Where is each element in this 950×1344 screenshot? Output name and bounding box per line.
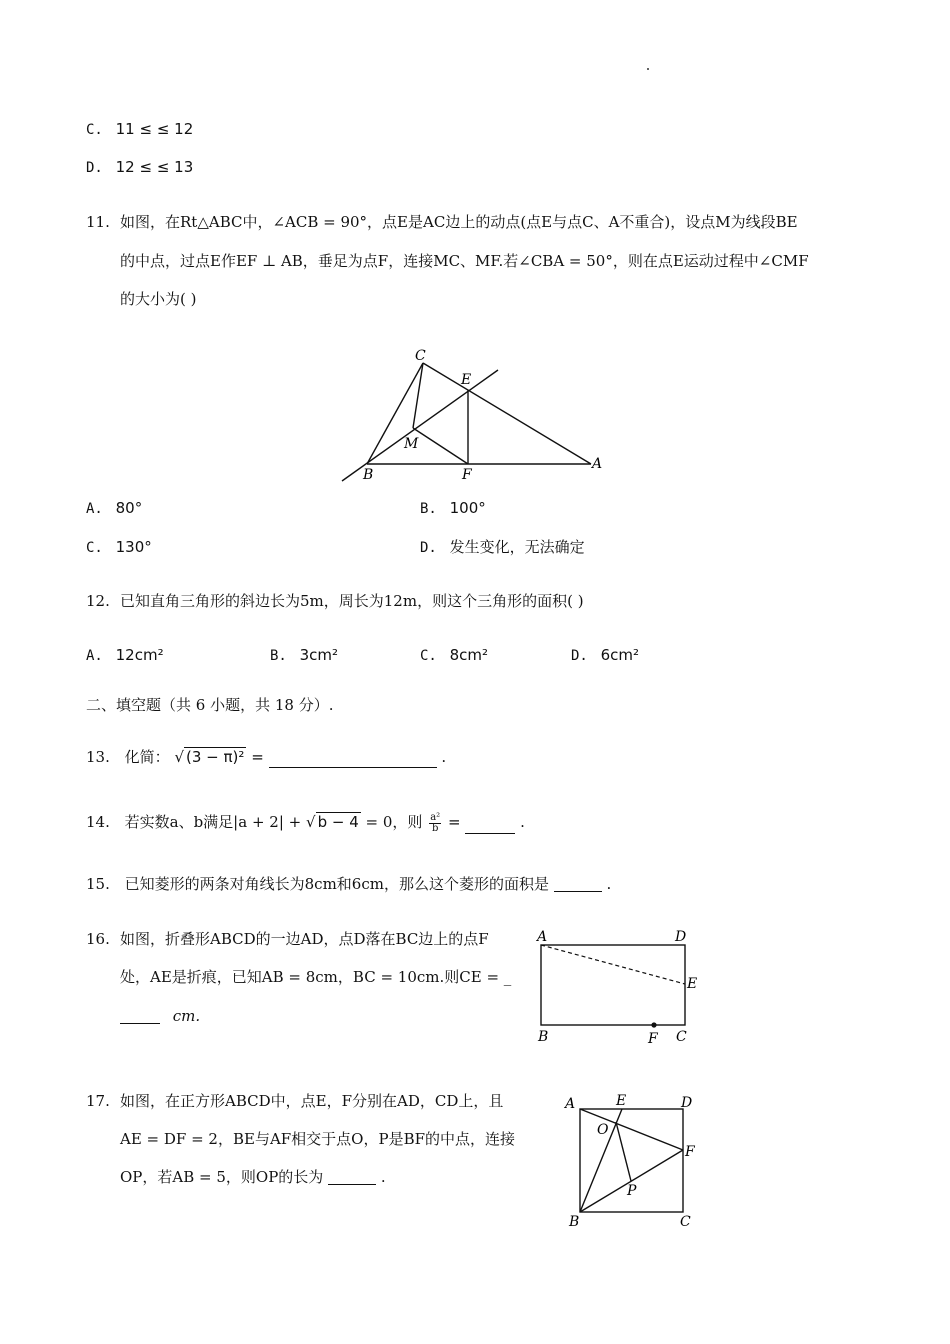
q11-option-b: B. 100° bbox=[420, 499, 486, 517]
q17-answer-blank[interactable] bbox=[328, 1170, 376, 1185]
q16-line3: cm. bbox=[120, 1009, 200, 1024]
q11-figure bbox=[330, 340, 620, 490]
q15-answer-blank[interactable] bbox=[554, 877, 602, 892]
q14-fraction: $\frac{\text{a²}}{b}$ bbox=[430, 811, 441, 834]
q11-line1: 如图，在Rt△ABC中，∠ACB = 90°，点E是AC边上的动点(点E与点C、A不重合)，设点M为线段BE bbox=[120, 213, 798, 231]
q16-figure bbox=[528, 925, 708, 1050]
q17-label-f: F bbox=[685, 1144, 695, 1160]
q17-label-a: A bbox=[565, 1096, 576, 1112]
q17-label-o: O bbox=[597, 1122, 609, 1138]
q13-answer-blank[interactable] bbox=[269, 753, 437, 768]
q14: 14. 若实数a、b满足|a + 2| + √ b − 4 = 0，则 $\frac{\text{a²}}{b}$ = . bbox=[86, 811, 525, 834]
q13: 13. 化简： √ (3 − π)² = . bbox=[86, 748, 447, 766]
q17-label-d: D bbox=[681, 1095, 693, 1111]
q16-label-f: F bbox=[648, 1031, 658, 1047]
q17-number: 17. bbox=[86, 1092, 110, 1110]
option-d-q10: D. 12 ≤ ≤ 13 bbox=[86, 158, 194, 176]
q11-label-b: B bbox=[363, 467, 374, 483]
q17-segment-op bbox=[616, 1122, 631, 1181]
q12-option-a: A. 12cm² bbox=[86, 646, 164, 664]
q17-label-b: B bbox=[569, 1214, 580, 1230]
q11-label-a: A bbox=[592, 456, 603, 472]
q11-number: 11. bbox=[86, 213, 110, 231]
page-dot bbox=[647, 68, 649, 70]
q17-line2: AE = DF = 2，BE与AF相交于点O，P是BF的中点，连接 bbox=[120, 1130, 516, 1148]
q17-label-p: P bbox=[627, 1183, 637, 1199]
q16-label-b: B bbox=[538, 1029, 549, 1045]
q14-radicand: b − 4 bbox=[317, 813, 359, 831]
q17-segment-bf bbox=[580, 1150, 683, 1212]
q16-rectangle bbox=[541, 945, 685, 1025]
q17-label-e: E bbox=[616, 1093, 627, 1109]
q16-number: 16. bbox=[86, 930, 110, 948]
q11-line3: 的大小为( ) bbox=[120, 290, 197, 308]
q16-label-e: E bbox=[687, 976, 698, 992]
q13-radicand: (3 − π)² bbox=[186, 748, 245, 766]
q16-answer-blank[interactable] bbox=[120, 1009, 160, 1024]
q12-text: 已知直角三角形的斜边长为5m，周长为12m，则这个三角形的面积( ) bbox=[120, 592, 584, 610]
option-c-q10: C. 11 ≤ ≤ 12 bbox=[86, 120, 194, 138]
q17-label-c: C bbox=[680, 1214, 691, 1230]
q16-point-f bbox=[651, 1022, 656, 1027]
q11-option-c: C. 130° bbox=[86, 538, 152, 556]
q17-figure bbox=[560, 1088, 710, 1234]
q17-line1: 如图，在正方形ABCD中，点E，F分别在AD，CD上，且 bbox=[120, 1092, 504, 1110]
q11-label-e: E bbox=[461, 372, 472, 388]
q12-option-d: D. 6cm² bbox=[571, 646, 640, 664]
q16-line1: 如图，折叠形ABCD的一边AD，点D落在BC边上的点F bbox=[120, 930, 489, 948]
q16-fold-line bbox=[541, 945, 685, 984]
q12-number: 12. bbox=[86, 592, 110, 610]
q16-line2: 处，AE是折痕，已知AB = 8cm，BC = 10cm.则CE = _ bbox=[120, 968, 512, 986]
q11-label-f: F bbox=[462, 467, 472, 483]
q12-option-b: B. 3cm² bbox=[270, 646, 339, 664]
q16-label-c: C bbox=[676, 1029, 687, 1045]
q17-segment-af bbox=[580, 1109, 683, 1150]
q11-segment-ca bbox=[423, 363, 591, 464]
q11-label-c: C bbox=[415, 348, 426, 364]
q11-option-d: D. 发生变化，无法确定 bbox=[420, 538, 585, 556]
q12-option-c: C. 8cm² bbox=[420, 646, 489, 664]
q15: 15. 已知菱形的两条对角线长为8cm和6cm，那么这个菱形的面积是 . bbox=[86, 875, 612, 893]
q11-line2: 的中点，过点E作EF ⊥ AB，垂足为点F，连接MC、MF.若∠CBA = 50°，则在点E运动过程中∠CMF bbox=[120, 252, 809, 270]
q16-label-a: A bbox=[537, 929, 548, 945]
q11-label-m: M bbox=[404, 436, 419, 452]
q11-option-a: A. 80° bbox=[86, 499, 143, 517]
q11-segment-mf bbox=[413, 428, 468, 464]
q14-answer-blank[interactable] bbox=[465, 819, 515, 834]
section-title: 二、填空题（共 6 小题，共 18 分）. bbox=[86, 696, 334, 714]
q16-label-d: D bbox=[675, 929, 687, 945]
q17-line3: OP，若AB = 5，则OP的长为 . bbox=[120, 1168, 386, 1186]
